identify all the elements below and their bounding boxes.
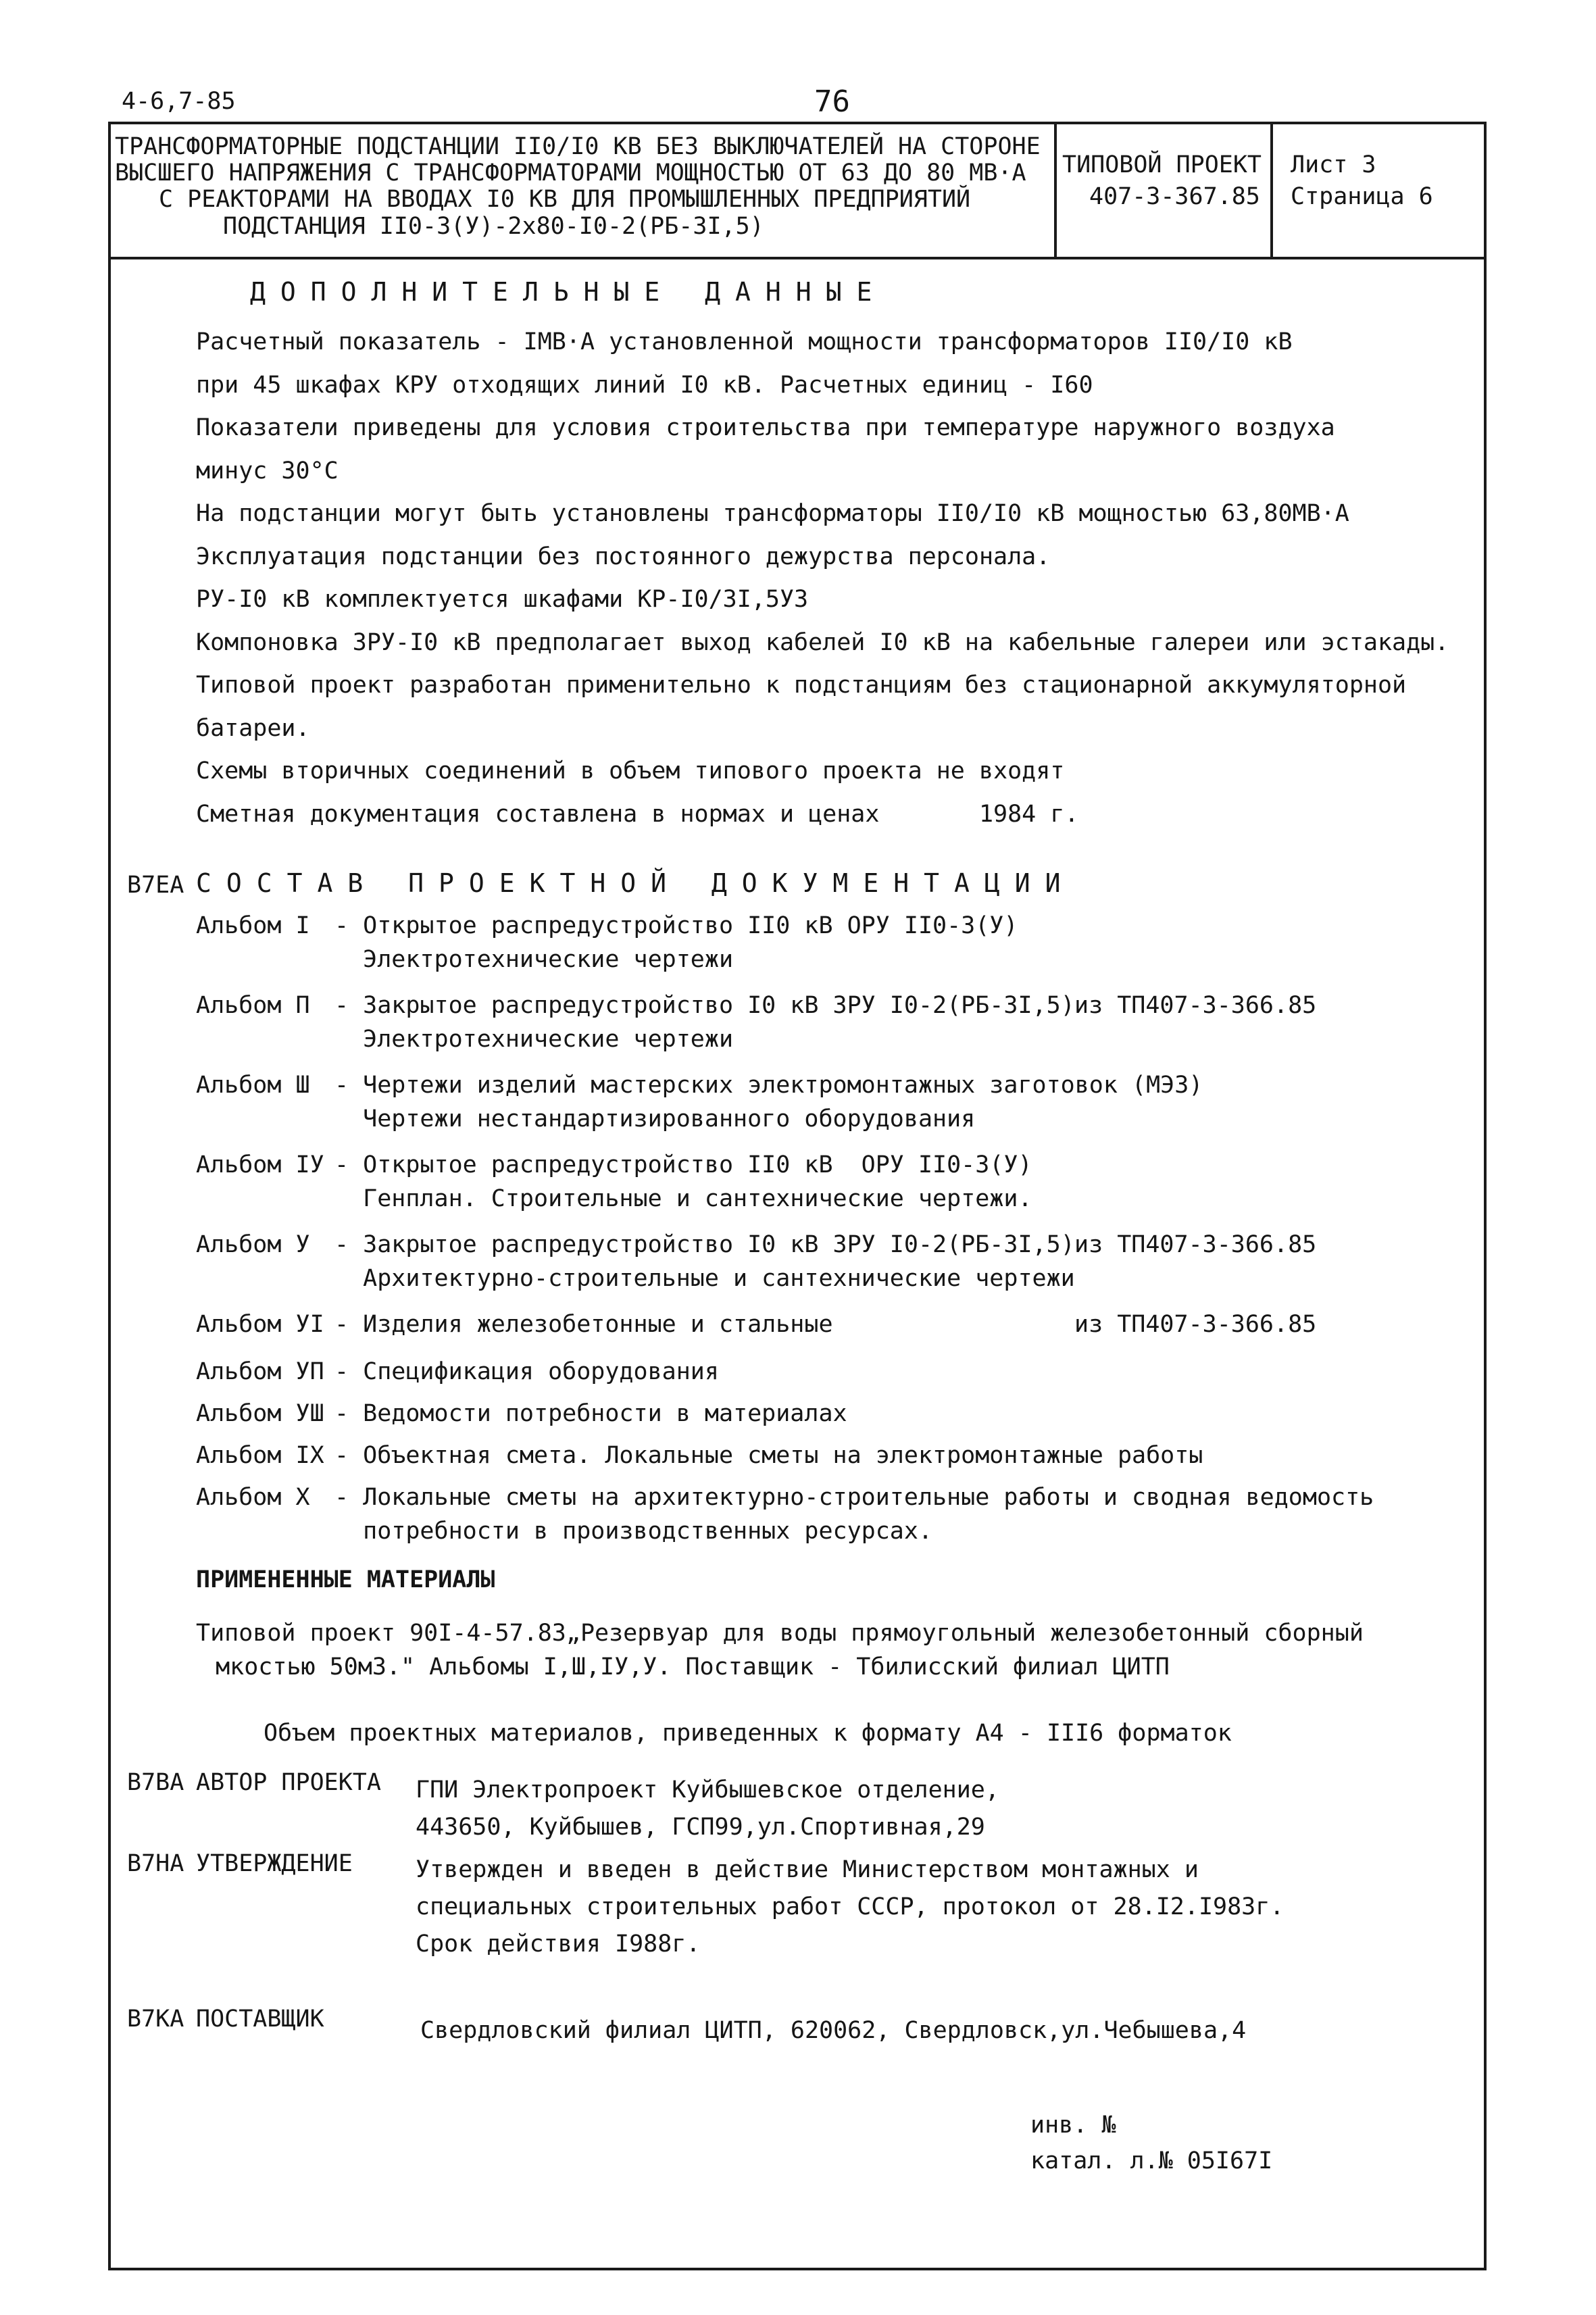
title-block-separator-1 [1054,122,1057,259]
album-label: Альбом УП [196,1358,324,1385]
album-desc: Чертежи нестандартизированного оборудования [334,1105,976,1132]
album-desc: - Объектная смета. Локальные сметы на электромонтажные работы [334,1442,1203,1469]
supplier-code: В7КА [127,2006,184,2033]
album-label: Альбом Х [196,1484,310,1511]
author-text [416,1772,999,1846]
title-line: ПОДСТАНЦИЯ II0-3(У)-2х80-I0-2(РБ-3I,5) [223,212,764,240]
album-desc: - Открытое распредустройство II0 кВ ОРУ II0-3(У) [334,912,1018,939]
text-line: Сметная документация составлена в нормах и ценах 1984 г. [196,800,1079,828]
album-desc: Архитектурно-строительные и сантехнические чертежи [334,1265,1075,1292]
album-desc: - Закрытое распредустройство I0 кВ ЗРУ I0-2(РБ-3I,5) [334,992,1075,1019]
text-line: РУ-I0 кВ комплектуется шкафами КР-I0/3I,5У3 [196,586,809,613]
approval-code: В7НА [127,1850,184,1877]
composition-code: В7ЕА [127,872,184,899]
supplier-text: Свердловский филиал ЦИТП, 620062, Свердловск,ул.Чебышева,4 [420,2017,1247,2044]
album-desc: - Чертежи изделий мастерских электромонтажных заготовок (МЭЗ) [334,1072,1203,1099]
album-desc: потребности в производственных ресурсах. [334,1518,933,1545]
text-line: Типовой проект разработан применительно к подстанциям без стационарной аккумуляторной [196,672,1407,699]
inventory-number: инв. № [1030,2112,1116,2139]
sheet-number: Лист 3 [1291,151,1376,178]
text-line: Эксплуатация подстанции без постоянного дежурства персонала. [196,543,1051,570]
album-reference: из ТП407-3-366.85 [1074,992,1317,1019]
title-line: С РЕАКТОРАМИ НА ВВОДАХ I0 КВ ДЛЯ ПРОМЫШЛЕННЫХ ПРЕДПРИЯТИЙ [159,186,971,214]
page-label: Страница 6 [1291,183,1433,210]
text-line: при 45 шкафах КРУ отходящих линий I0 кВ. Расчетных единиц - I60 [196,371,1093,399]
title-block-separator-2 [1270,122,1273,259]
text-line: минус 30°С [196,457,339,484]
text-line: 443650, Куйбышев, ГСП99,ул.Спортивная,29 [416,1814,985,1841]
album-label: Альбом IХ [196,1442,324,1469]
author-label: АВТОР ПРОЕКТА [196,1769,381,1796]
page-number: 76 [814,84,850,119]
text-line: Срок действия I988г. [416,1931,701,1958]
supplier-label: ПОСТАВЩИК [196,2006,324,2033]
album-desc: - Закрытое распредустройство I0 кВ ЗРУ I0-2(РБ-3I,5) [334,1231,1075,1258]
album-desc: - Ведомости потребности в материалах [334,1400,847,1427]
text-line: ГПИ Электропроект Куйбышевское отделение, [416,1776,999,1803]
materials-volume: Объем проектных материалов, приведенных к формату А4 - III6 форматок [264,1720,1232,1747]
composition-heading: СОСТАВ ПРОЕКТНОЙ ДОКУМЕНТАЦИИ [196,868,1076,898]
project-label: ТИПОВОЙ ПРОЕКТ [1062,151,1262,178]
approval-label: УТВЕРЖДЕНИЕ [196,1850,353,1877]
title-line: ВЫСШЕГО НАПРЯЖЕНИЯ С ТРАНСФОРМАТОРАМИ МОЩНОСТЬЮ ОТ 63 ДО 80 МВ·А [115,159,1026,187]
text-line: батареи. [196,714,310,742]
album-label: Альбом Ш [196,1072,310,1099]
album-desc: - Открытое распредустройство II0 кВ ОРУ II0-3(У) [334,1151,1032,1178]
text-line: Показатели приведены для условия строительства при температуре наружного воздуха [196,414,1335,441]
album-desc: Электротехнические чертежи [334,946,734,973]
album-reference: из ТП407-3-366.85 [1074,1311,1317,1338]
album-desc: - Спецификация оборудования [334,1358,719,1385]
text-line: Утвержден и введен в действие Министерством монтажных и [416,1856,1199,1883]
album-reference: из ТП407-3-366.85 [1074,1231,1317,1258]
album-desc: - Локальные сметы на архитектурно-строительные работы и сводная ведомость [334,1484,1374,1511]
materials-text [196,1616,1364,1684]
album-label: Альбом УI [196,1311,324,1338]
approval-text [416,1851,1284,1963]
text-line: специальных строительных работ СССР, протокол от 28.I2.I983г. [416,1893,1285,1920]
title-block-title [115,134,1041,240]
project-number: 407-3-367.85 [1089,183,1260,210]
text-line: Схемы вторичных соединений в объем типового проекта не входят [196,757,1065,785]
album-label: Альбом I [196,912,310,939]
text-line: мкостью 50м3." Альбомы I,Ш,IУ,У. Поставщик - Тбилисский филиал ЦИТП [201,1653,1170,1681]
text-line: Типовой проект 90I-4-57.83„Резервуар для воды прямоугольный железобетонный сборный [196,1620,1364,1647]
text-line: Компоновка ЗРУ-I0 кВ предполагает выход кабелей I0 кВ на кабельные галереи или эстакады. [196,628,1449,656]
album-label: Альбом П [196,992,310,1019]
document-code: 4-6,7-85 [122,88,236,115]
additional-data-heading: ДОПОЛНИТЕЛЬНЫЕ ДАННЫЕ [250,277,887,307]
album-label: Альбом IУ [196,1151,324,1178]
album-label: Альбом У [196,1231,310,1258]
album-label: Альбом УШ [196,1400,324,1427]
album-desc: Электротехнические чертежи [334,1026,734,1053]
catalog-number: катал. л.№ 05I67I [1030,2147,1273,2174]
title-line: ТРАНСФОРМАТОРНЫЕ ПОДСТАНЦИИ II0/I0 КВ БЕЗ ВЫКЛЮЧАТЕЛЕЙ НА СТОРОНЕ [115,133,1041,160]
text-line: На подстанции могут быть установлены трансформаторы II0/I0 кВ мощностью 63,80МВ·А [196,500,1349,527]
title-block-divider [108,257,1487,259]
author-code: В7ВА [127,1769,184,1796]
materials-heading: ПРИМЕНЕННЫЕ МАТЕРИАЛЫ [196,1566,495,1593]
text-line: Расчетный показатель - IМВ·А установленной мощности трансформаторов II0/I0 кВ [196,328,1293,355]
additional-data-text [196,321,1449,836]
album-desc: - Изделия железобетонные и стальные [334,1311,833,1338]
album-desc: Генплан. Строительные и сантехнические чертежи. [334,1185,1032,1212]
